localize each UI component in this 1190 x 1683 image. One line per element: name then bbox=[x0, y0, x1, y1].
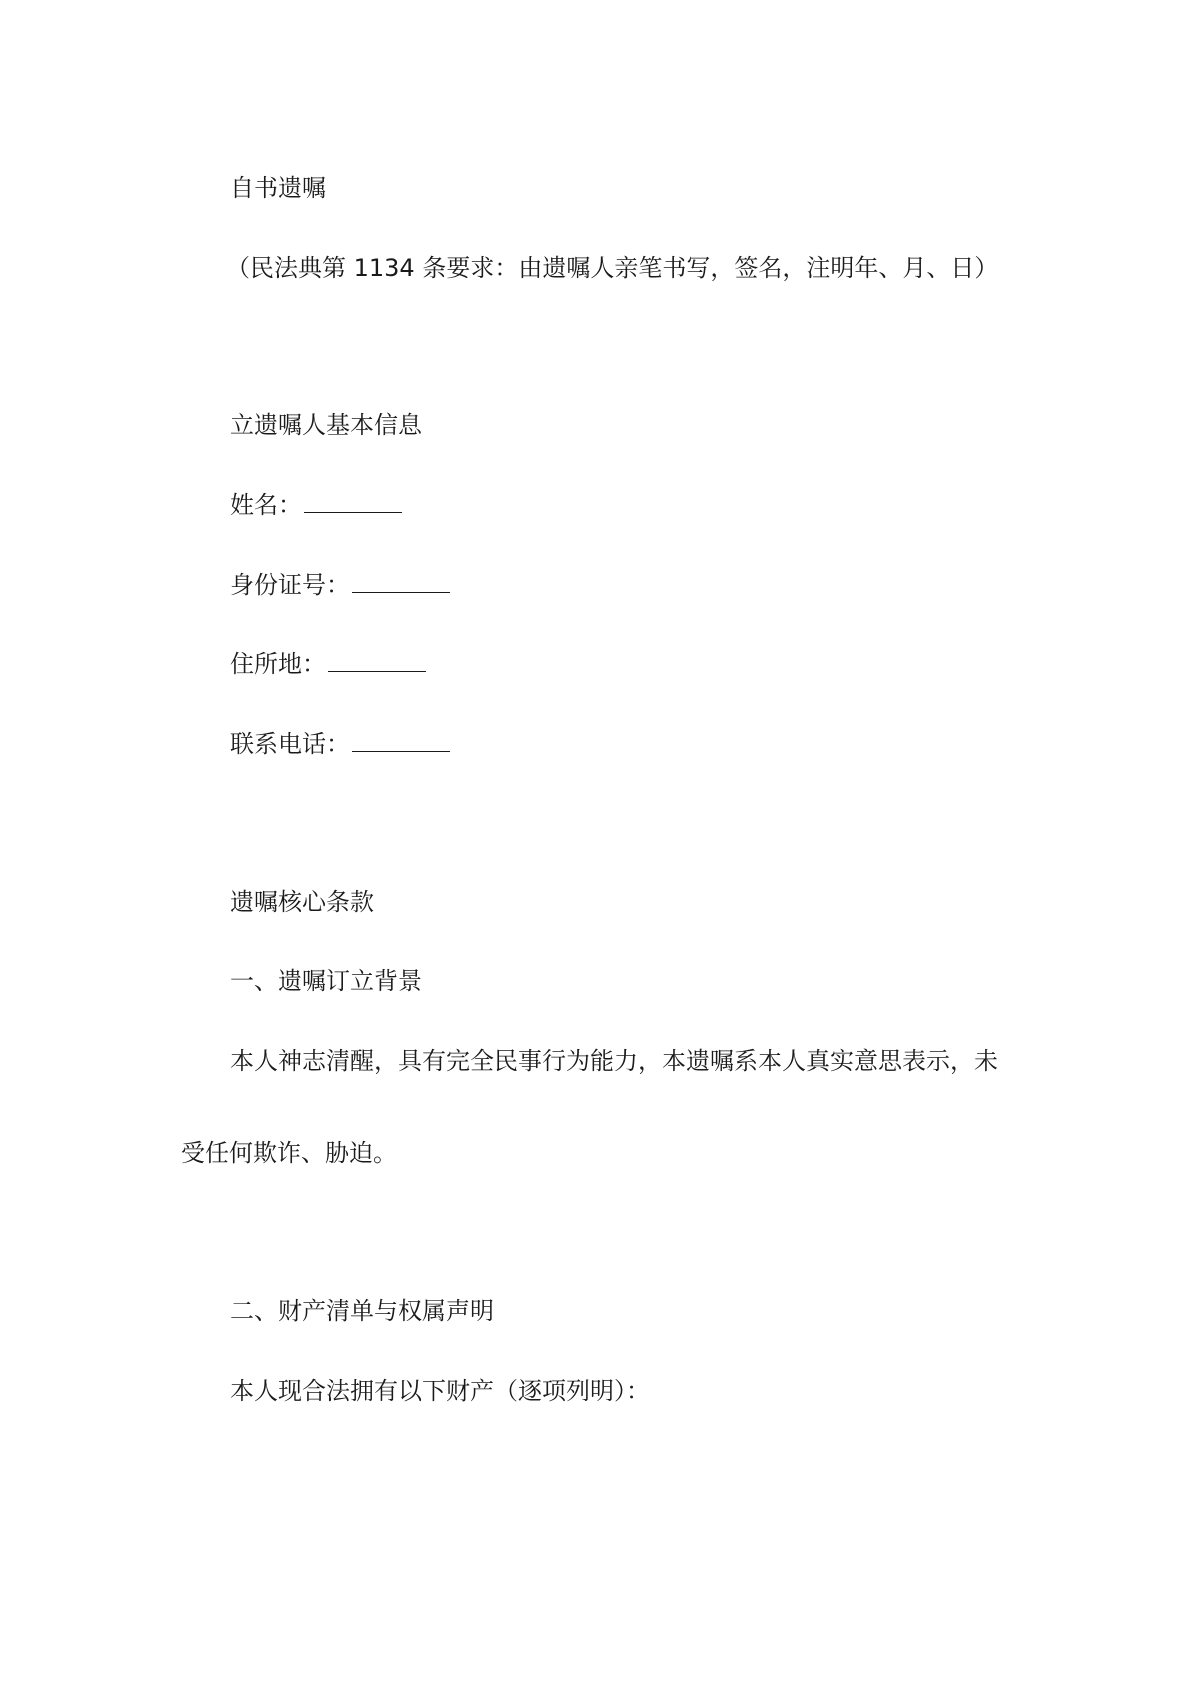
clause2-text: 本人现合法拥有以下财产（逐项列明）： bbox=[230, 1377, 650, 1405]
name-field bbox=[230, 489, 402, 521]
phone-label: 联系电话： bbox=[230, 730, 350, 758]
id-number-field bbox=[230, 569, 450, 601]
phone-field bbox=[230, 728, 450, 760]
id-number-blank[interactable] bbox=[352, 570, 450, 593]
residence-blank[interactable] bbox=[328, 649, 426, 672]
clause2-heading: 二、财产清单与权属声明 bbox=[230, 1297, 494, 1325]
id-number-label: 身份证号： bbox=[230, 571, 350, 599]
document-title: 自书遗嘱 bbox=[230, 174, 326, 202]
clause1-heading: 一、遗嘱订立背景 bbox=[230, 967, 422, 995]
residence-label: 住所地： bbox=[230, 650, 326, 678]
testator-section-heading: 立遗嘱人基本信息 bbox=[230, 411, 422, 439]
core-section-heading: 遗嘱核心条款 bbox=[230, 888, 374, 916]
legal-note: （民法典第 1134 条要求：由遗嘱人亲笔书写，签名，注明年、月、日） bbox=[226, 254, 999, 282]
name-label: 姓名： bbox=[230, 491, 302, 519]
name-blank[interactable] bbox=[304, 490, 402, 513]
phone-blank[interactable] bbox=[352, 729, 450, 752]
residence-field bbox=[230, 648, 426, 680]
clause1-text-line2: 受任何欺诈、胁迫。 bbox=[181, 1139, 397, 1167]
clause1-text-line1: 本人神志清醒，具有完全民事行为能力，本遗嘱系本人真实意思表示，未 bbox=[230, 1047, 998, 1075]
